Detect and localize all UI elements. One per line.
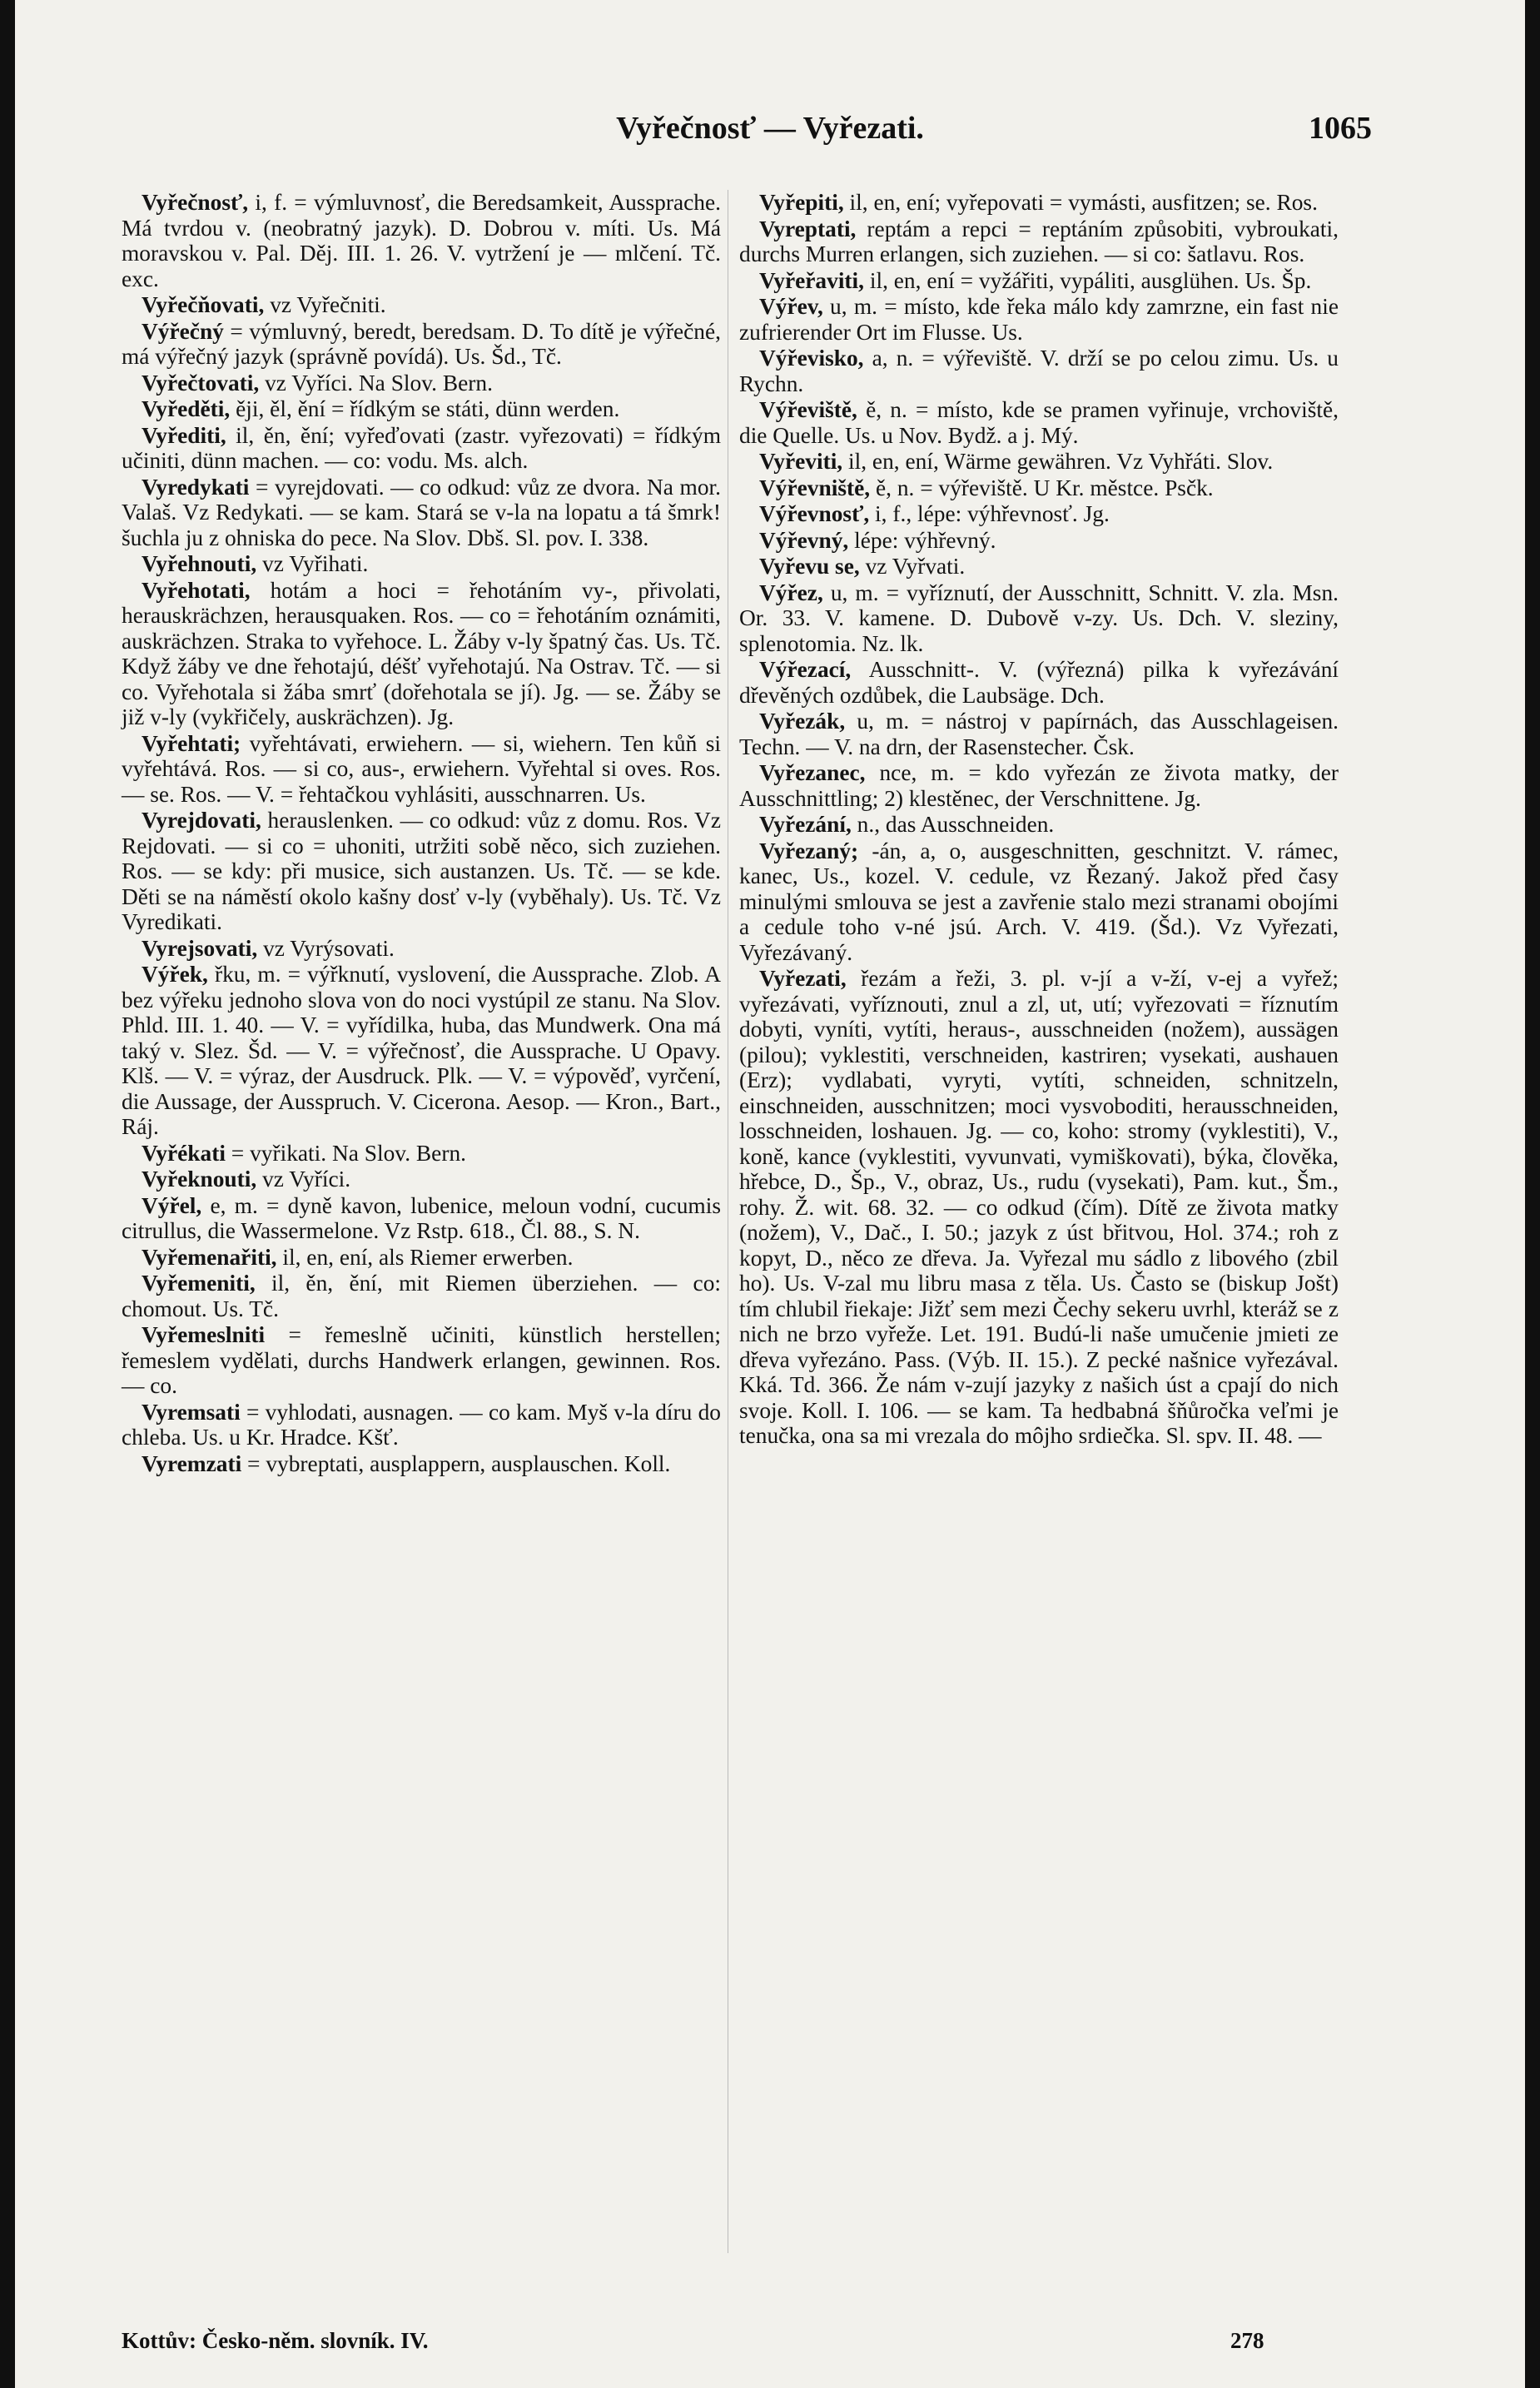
- entry-headword: Vyřediti,: [142, 422, 226, 448]
- dictionary-entry: [122, 1400, 721, 1450]
- dictionary-entry: [739, 657, 1339, 708]
- dictionary-entry: [122, 551, 721, 577]
- entry-definition: řku, m. = výřknutí, vyslovení, die Aussprache. Zlob. A bez výřeku jednoho slova von do noci vystúpil ze stanu. Na Slov. Phld. III. 1. 40. — V. = vyřídilka, huba, das Mundwerk. Ona má taký v. Slez. Šd. — V. = výřečnosť, die Aussprache. U Opavy. Klš. — V. = výraz, der Ausdruck. Plk. — V. = výpověď, vyrčení, die Aussage, der Ausspruch. V. Cicerona. Aesop. — Kron., Bart., Ráj.: [122, 962, 721, 1139]
- entry-headword: Vyřezaný;: [759, 838, 859, 863]
- entry-headword: Výřezací,: [759, 657, 852, 682]
- entry-headword: Výřeviště,: [759, 397, 857, 422]
- entry-headword: Vyřečtovati,: [142, 370, 260, 396]
- dictionary-entry: [122, 292, 721, 318]
- entry-headword: Výřevný,: [759, 527, 849, 553]
- right-column: [739, 190, 1339, 1450]
- entry-headword: Vyremzati: [142, 1450, 242, 1476]
- dictionary-entry: [122, 1451, 721, 1477]
- entry-definition: e, m. = dyně kavon, lubenice, meloun vodní, cucumis citrullus, die Wassermelone. Vz Rstp. 618., Čl. 88., S. N.: [122, 1192, 721, 1243]
- entry-definition: n., das Ausschneiden.: [851, 812, 1055, 837]
- dictionary-entry: [739, 580, 1339, 657]
- dictionary-entry: [739, 838, 1339, 966]
- entry-headword: Výřek,: [142, 962, 208, 987]
- left-column: [122, 190, 721, 1477]
- entry-headword: Vyřeřaviti,: [759, 267, 865, 293]
- entry-headword: Vyřezák,: [759, 709, 846, 734]
- dictionary-entry: [739, 760, 1339, 811]
- dictionary-entry: [122, 423, 721, 474]
- entry-headword: Vyřezanec,: [759, 760, 866, 785]
- entry-headword: Vyředěti,: [142, 396, 231, 421]
- dictionary-entry: [739, 397, 1339, 448]
- entry-headword: Vyřehtati;: [142, 730, 241, 756]
- entry-definition: il, en, ení; vyřepovati = vymásti, ausfitzen; se. Ros.: [843, 190, 1318, 215]
- entry-definition: a, n. = výřeviště. V. drží se po celou zimu. Us. u Rychn.: [739, 346, 1339, 396]
- dictionary-entry: [739, 294, 1339, 345]
- dictionary-entry: [739, 966, 1339, 1449]
- entry-definition: Ausschnitt-. V. (výřezná) pilka k vyřezávání dřevěných ozdůbek, die Laubsäge. Dch.: [739, 657, 1339, 708]
- entry-definition: vz Vyřihati.: [256, 551, 369, 576]
- entry-definition: vz Vyříci. Na Slov. Bern.: [259, 370, 493, 396]
- entry-headword: Vyredykati: [142, 474, 250, 500]
- entry-headword: Vyřemenařiti,: [142, 1244, 277, 1270]
- entry-definition: u, m. = místo, kde řeka málo kdy zamrzne, ein fast nie zufrierender Ort im Flusse. Us.: [739, 294, 1339, 345]
- entry-headword: Výřez,: [759, 580, 823, 605]
- dictionary-entry: [739, 216, 1339, 267]
- dictionary-entry: [122, 936, 721, 962]
- dictionary-entry: [739, 501, 1339, 527]
- dictionary-entry: [739, 475, 1339, 501]
- running-title: Vyřečnosť — Vyřezati.: [616, 111, 924, 146]
- entry-headword: Vyřékati: [142, 1140, 226, 1166]
- entry-definition: il, en, ení = vyžářiti, vypáliti, ausglühen. Us. Šp.: [864, 267, 1312, 293]
- dictionary-entry: [739, 449, 1339, 475]
- entry-definition: vyřehtávati, erwiehern. — si, wiehern. Ten kůň si vyřehtává. Ros. — si co, aus-, erwiehern. Vyřehtal si oves. Ros. — se. Ros. — V. = řehtačkou vyhlásiti, ausschnarren. Us.: [122, 730, 721, 807]
- entry-definition: nce, m. = kdo vyřezán ze života matky, der Ausschnittling; 2) klestěnec, der Verschnittene. Jg.: [739, 760, 1339, 811]
- entry-headword: Vyřečňovati,: [142, 292, 265, 317]
- dictionary-entry: [122, 1322, 721, 1399]
- entry-headword: Vyřehnouti,: [142, 551, 257, 576]
- entry-definition: il, en, ení, Wärme gewähren. Vz Vyhřáti. Slov.: [842, 449, 1274, 474]
- entry-headword: Výřečný: [142, 318, 224, 344]
- dictionary-entry: [122, 396, 721, 422]
- entry-definition: = vyrejdovati. — co odkud: vůz ze dvora. Na mor. Valaš. Vz Redykati. — se kam. Stará se v-la na lopatu a tá šmrk! šuchla ju z ohniska do pece. Na Slov. Dbš. Sl. pov. I. 338.: [122, 474, 721, 550]
- entry-definition: il, en, ení, als Riemer erwerben.: [276, 1244, 574, 1270]
- entry-definition: řezám a řeži, 3. pl. v-jí a v-ží, v-ej a vyřež; vyřezávati, vyříznouti, znul a zl, ut, utí; vyřezovati = říznutím dobyti, vyníti, vytíti, heraus-, ausschneiden (nožem), aussägen (pilou); vyklestiti, verschneiden, kastriren; vysekati, aushauen (Erz); vydlabati, vyryti, vytíti, schneiden, schnitzeln, einschneiden, ausschnitzen; moci vysvoboditi, herausschneiden, losschneiden, loshauen. Jg. — co, koho: stromy (vyklestiti), V., koně, kance (vyklestiti, vyvunvati, vymiškovati), býka, člověka, hřebce, D., Šp., V., obraz, Us., rudu (vysekati), Pam. kut., Šm., rohy. Ž. wit. 68. 32. — co odkud (čím). Dítě ze života matky (nožem), V., Dač., I. 50.; jazyk z úst břitvou, Hol. 374.; roh z kopyt, D., něco ze dřeva. Ja. Vyřezal mu sádlo z libového (zbil ho). Us. V-zal mu libru masa z těla. Us. Často se (biskup Jošt) tím chlubil řiekaje: Jižť sem mezi Čechy sekeru uvrhl, kteráž se z nich ne brzo vyřeže. Let. 191. Budú-li naše umučenie jmieti ze dřeva vyřezáno. Pass. (Výb. II. 15.). Z pecké našnice vyřezával. Kká. Td. 366. Že nám v-zují jazyky z našich úst a cpají do nich svoje. Koll. I. 106. — se kam. Ta hedbabná šňůročka veľmi je tenučka, ona sa mi vrezala do môjho srdiečka. Sl. spv. II. 48. —: [739, 966, 1339, 1448]
- entry-definition: hotám a hoci = řehotáním vy-, přivolati, herauskrächzen, herausquaken. Ros. — co = řehotáním oznámiti, auskrächzen. Straka to vyřehoce. L. Žáby v-ly špatný čas. Us. Tč. Když žáby ve dne řehotajú, déšť vyřehotajú. Na Ostrav. Tč. — si co. Vyřehotala si žába smrť (dořehotala se jí). Jg. — se. Žáby se již v-ly (vykřičely, auskrächzen). Jg.: [122, 577, 721, 729]
- entry-headword: Vyřemeslniti: [142, 1322, 266, 1347]
- dictionary-entry: [739, 528, 1339, 554]
- dictionary-entry: [122, 1167, 721, 1192]
- entry-headword: Vyrejsovati,: [142, 935, 258, 961]
- dictionary-entry: [122, 578, 721, 730]
- entry-definition: i, f. = výmluvnosť, die Beredsamkeit, Aussprache. Má tvrdou v. (neobratný jazyk). D. Dobrou v. míti. Us. Má moravskou v. Pal. Děj. III. 1. 26. V. vytržení je — mlčení. Tč. exc.: [122, 190, 721, 291]
- entry-headword: Výřevisko,: [759, 346, 864, 371]
- dictionary-entry: [122, 731, 721, 808]
- dictionary-entry: [739, 554, 1339, 580]
- entry-headword: Vyrejdovati,: [142, 808, 261, 833]
- dictionary-entry: [122, 475, 721, 551]
- entry-definition: vz Vyřečniti.: [264, 292, 386, 317]
- entry-definition: vz Vyříci.: [256, 1167, 351, 1192]
- entry-definition: il, ěn, ění, mit Riemen überziehen. — co: chomout. Us. Tč.: [122, 1271, 721, 1321]
- entry-definition: u, m. = vyříznutí, der Ausschnitt, Schnitt. V. zla. Msn. Or. 33. V. kamene. D. Dubově v-zy. Us. Dch. V. sleziny, splenotomia. Nz. lk.: [739, 580, 1339, 656]
- dictionary-entry: [739, 709, 1339, 759]
- source-signature: Kottův: Česko-něm. slovník. IV.: [122, 2328, 429, 2353]
- dictionary-entry: [739, 268, 1339, 294]
- entry-headword: Výřev,: [759, 294, 823, 319]
- entry-headword: Vyremsati: [142, 1399, 241, 1425]
- entry-definition: herauslenken. — co odkud: vůz z domu. Ros. Vz Rejdovati. — si co = uhoniti, utržiti sobě něco, sich zuziehen. Ros. — se kdy: při musice, sich austanzen. Us. Tč. — se kde. Děti se na náměstí okolo kašny dosť v-ly (vyběhaly). Us. Tč. Vz Vyredikati.: [122, 808, 721, 934]
- entry-definition: vz Vyřvati.: [859, 554, 966, 579]
- entry-headword: Vyřezati,: [759, 966, 847, 991]
- entry-headword: Výřevnosť,: [759, 501, 870, 526]
- entry-definition: ě, n. = výřeviště. U Kr. městce. Psčk.: [870, 475, 1214, 500]
- entry-definition: il, ěn, ění; vyřeďovati (zastr. vyřezovati) = řídkým učiniti, dünn machen. — co: vodu. Ms. alch.: [122, 422, 721, 473]
- dictionary-entry: [122, 190, 721, 291]
- entry-headword: Vyřečnosť,: [142, 190, 249, 215]
- entry-headword: Vyřehotati,: [142, 577, 251, 603]
- entry-definition: ě, n. = místo, kde se pramen vyřinuje, vrchoviště, die Quelle. Us. u Nov. Bydž. a j. Mý.: [739, 397, 1339, 448]
- dictionary-entry: [122, 1193, 721, 1244]
- page-header: [15, 110, 1525, 160]
- entry-headword: Vyřeknouti,: [142, 1167, 257, 1192]
- entry-headword: Vyřeviti,: [759, 449, 843, 474]
- entry-definition: -án, a, o, ausgeschnitten, geschnitzt. V. rámec, kanec, Us., kozel. V. cedule, vz Řezaný. Jakož před časy minulými smlouva se jest a zavřenie stalo mezi stranami obojími a cedule toho v-né jsú. Arch. V. 419. (Šd.). Vz Vyřezati, Vyřezávaný.: [739, 838, 1339, 965]
- dictionary-entry: [122, 319, 721, 370]
- dictionary-entry: [739, 812, 1339, 838]
- entry-headword: Vyřemeniti,: [142, 1271, 256, 1296]
- entry-definition: reptám a repci = reptáním způsobiti, vybroukati, durchs Murren erlangen, sich zuziehen. — si co: šatlavu. Ros.: [739, 216, 1339, 266]
- entry-headword: Výřel,: [142, 1192, 202, 1218]
- dictionary-page: [15, 0, 1525, 2388]
- entry-definition: = vyřikati. Na Slov. Bern.: [225, 1140, 466, 1166]
- entry-definition: = vyhlodati, ausnagen. — co kam. Myš v-la díru do chleba. Us. u Kr. Hradce. Kšť.: [122, 1399, 721, 1450]
- dictionary-entry: [122, 1141, 721, 1167]
- dictionary-entry: [122, 371, 721, 396]
- page-number: 1065: [1309, 111, 1372, 146]
- dictionary-entry: [122, 962, 721, 1140]
- entry-definition: = vybreptati, ausplappern, ausplauschen. Koll.: [241, 1450, 671, 1476]
- entry-headword: Vyřevu se,: [759, 554, 860, 579]
- dictionary-entry: [122, 1245, 721, 1271]
- entry-definition: i, f., lépe: výhřevnosť. Jg.: [869, 501, 1110, 526]
- entry-definition: ěji, ěl, ění = řídkým se státi, dünn werden.: [230, 396, 620, 421]
- dictionary-entry: [122, 808, 721, 935]
- entry-definition: = výmluvný, beredt, beredsam. D. To dítě je výřečné, má výřečný jazyk (správně povídá). Us. Šd., Tč.: [122, 318, 721, 369]
- page-footer: [15, 2328, 1525, 2361]
- entry-headword: Vyřezání,: [759, 812, 852, 837]
- entry-definition: = řemeslně učiniti, künstlich herstellen; řemeslem vydělati, durchs Handwerk erlangen, gewinnen. Ros. — co.: [122, 1322, 721, 1398]
- dictionary-entry: [739, 346, 1339, 396]
- entry-definition: lépe: výhřevný.: [848, 527, 996, 553]
- dictionary-entry: [739, 190, 1339, 216]
- sheet-number: 278: [1230, 2328, 1264, 2353]
- entry-definition: u, m. = nástroj v papírnách, das Ausschlageisen. Techn. — V. na drn, der Rasenstecher. Čsk.: [739, 709, 1339, 759]
- entry-definition: vz Vyrýsovati.: [257, 935, 395, 961]
- entry-headword: Vyreptati,: [759, 216, 857, 241]
- entry-headword: Vyřepiti,: [759, 190, 844, 215]
- entry-headword: Výřevniště,: [759, 475, 871, 500]
- dictionary-entry: [122, 1271, 721, 1321]
